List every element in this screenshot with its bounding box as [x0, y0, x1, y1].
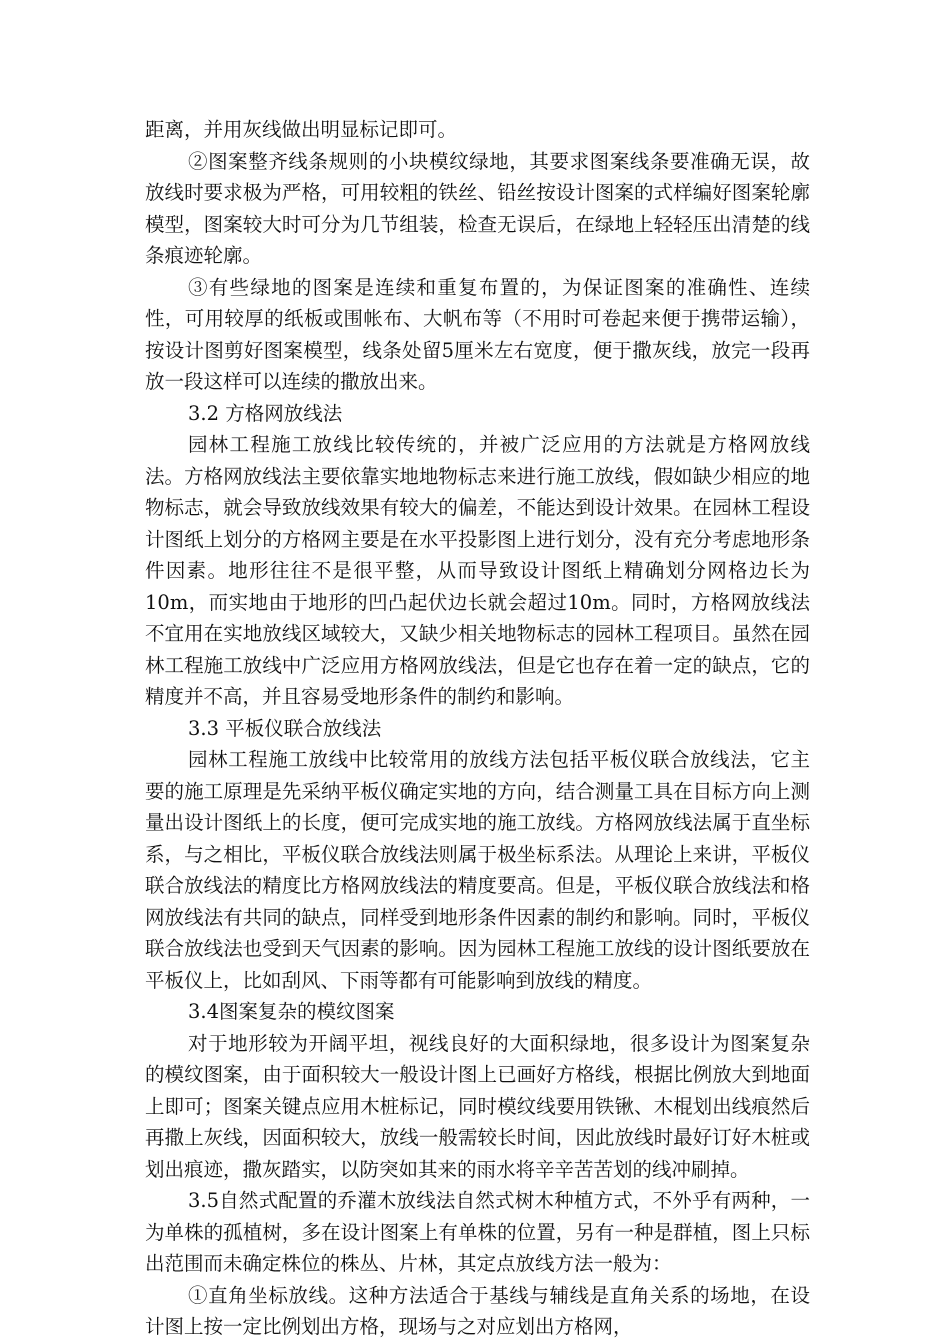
paragraph-repeated-pattern-template: ③有些绿地的图案是连续和重复布置的，为保证图案的准确性、连续性，可用较厚的纸板或围帐布、大帆布等（不用时可卷起来便于携带运输），按设计图剪好图案模型，线条处留5厘米左右宽度，便于撒灰线，放完一段再放一段这样可以连续的撒放出来。 — [145, 275, 810, 393]
paragraph-right-angle-coordinates: ①直角坐标放线。这种方法适合于基线与辅线是直角关系的场地，在设计图上按一定比例划出方格，现场与之对应划出方格网， — [145, 1283, 810, 1338]
paragraph-complex-pattern: 对于地形较为开阔平坦，视线良好的大面积绿地，很多设计为图案复杂的模纹图案，由于面积较大一般设计图上已画好方格线，根据比例放大到地面上即可；图案关键点应用木桩标记，同时模纹线要用铁锹、木棍划出线痕然后再撒上灰线，因面积较大，放线一般需较长时间，因此放线时最好订好木桩或划出痕迹，撒灰踏实，以防突如其来的雨水将辛辛苦苦划的线冲刷掉。 — [145, 1031, 810, 1181]
document-body — [145, 114, 810, 1343]
paragraph-grid-method: 园林工程施工放线比较传统的，并被广泛应用的方法就是方格网放线法。方格网放线法主要依靠实地地物标志来进行施工放线，假如缺少相应的地物标志，就会导致放线效果有较大的偏差，不能达到设计效果。在园林工程设计图纸上划分的方格网主要是在水平投影图上进行划分，没有充分考虑地形条件因素。地形往往不是很平整，从而导致设计图纸上精确划分网格边长为10m，而实地由于地形的凹凸起伏边长就会超过10m。同时，方格网放线法不宜用在实地放线区域较大，又缺少相关地物标志的园林工程项目。虽然在园林工程施工放线中广泛应用方格网放线法，但是它也存在着一定的缺点，它的精度并不高，并且容易受地形条件的制约和影响。 — [145, 433, 810, 708]
paragraph-pattern-outline-model: ②图案整齐线条规则的小块模纹绿地，其要求图案线条要准确无误，故放线时要求极为严格，可用较粗的铁丝、铅丝按设计图案的式样编好图案轮廓模型，图案较大时可分为几节组装，检查无误后，在绿地上轻轻压出清楚的线条痕迹轮廓。 — [145, 149, 810, 267]
section-heading-3-2: 3.2 方格网放线法 — [188, 401, 343, 425]
paragraph-plane-table-method: 园林工程施工放线中比较常用的放线方法包括平板仪联合放线法，它主要的施工原理是先采纳平板仪确定实地的方向，结合测量工具在目标方向上测量出设计图纸上的长度，便可完成实地的施工放线。方格网放线法属于直坐标系，与之相比，平板仪联合放线法则属于极坐标系法。从理论上来讲，平板仪联合放线法的精度比方格网放线法的精度要高。但是，平板仪联合放线法和格网放线法有共同的缺点，同样受到地形条件因素的制约和影响。同时，平板仪联合放线法也受到天气因素的影响。因为园林工程施工放线的设计图纸要放在平板仪上，比如刮风、下雨等都有可能影响到放线的精度。 — [145, 748, 810, 992]
section-heading-3-3: 3.3 平板仪联合放线法 — [188, 716, 382, 740]
paragraph-continuation: 距离，并用灰线做出明显标记即可。 — [145, 118, 458, 141]
section-heading-3-4: 3.4图案复杂的模纹图案 — [188, 1000, 395, 1023]
paragraph-natural-planting: 3.5自然式配置的乔灌木放线法自然式树木种植方式，不外乎有两种，一为单株的孤植树，多在设计图案上有单株的位置，另有一种是群植，图上只标出范围而未确定株位的株丛、片林，其定点放线方法一般为： — [145, 1189, 810, 1275]
